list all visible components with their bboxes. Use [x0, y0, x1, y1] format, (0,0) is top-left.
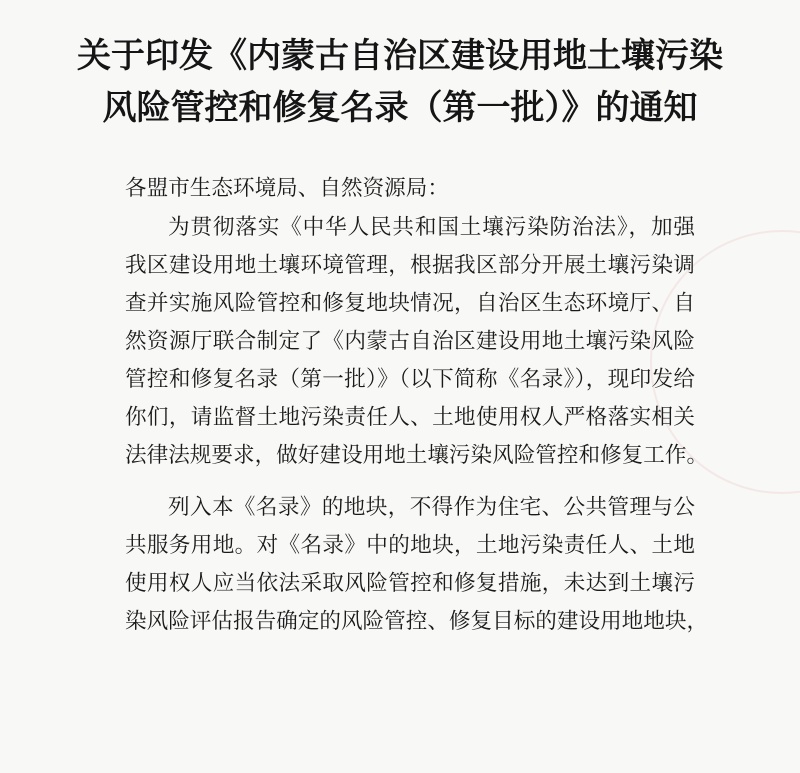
paragraph-2-line-3: 使用权人应当依法采取风险管控和修复措施，未达到土壤污 — [125, 571, 695, 596]
paragraph-1-line-5: 管控和修复名录（第一批）》（以下简称《名录》），现印发给 — [125, 367, 695, 392]
document-title-line-1: 关于印发《内蒙古自治区建设用地土壤污染 — [77, 36, 723, 76]
paragraph-1-line-3: 查并实施风险管控和修复地块情况，自治区生态环境厅、自 — [125, 291, 695, 316]
salutation: 各盟市生态环境局、自然资源局： — [125, 176, 449, 201]
paragraph-1-line-4: 然资源厅联合制定了《内蒙古自治区建设用地土壤污染风险 — [125, 329, 695, 354]
paragraph-2-line-4: 染风险评估报告确定的风险管控、修复目标的建设用地地块， — [125, 609, 709, 634]
document-title-line-2: 风险管控和修复名录（第一批）》的通知 — [102, 88, 698, 128]
paragraph-2-line-2: 共服务用地。对《名录》中的地块，土地污染责任人、土地 — [125, 533, 695, 558]
paragraph-1-line-6: 你们，请监督土地污染责任人、土地使用权人严格落实相关 — [125, 405, 695, 430]
paragraph-1-line-2: 我区建设用地土壤环境管理，根据我区部分开展土壤污染调 — [125, 253, 695, 278]
paragraph-1-line-1: 为贯彻落实《中华人民共和国土壤污染防治法》，加强 — [168, 215, 695, 240]
paragraph-2-line-1: 列入本《名录》的地块，不得作为住宅、公共管理与公 — [168, 495, 695, 520]
paragraph-1-line-7: 法律法规要求，做好建设用地土壤污染风险管控和修复工作。 — [125, 443, 709, 468]
